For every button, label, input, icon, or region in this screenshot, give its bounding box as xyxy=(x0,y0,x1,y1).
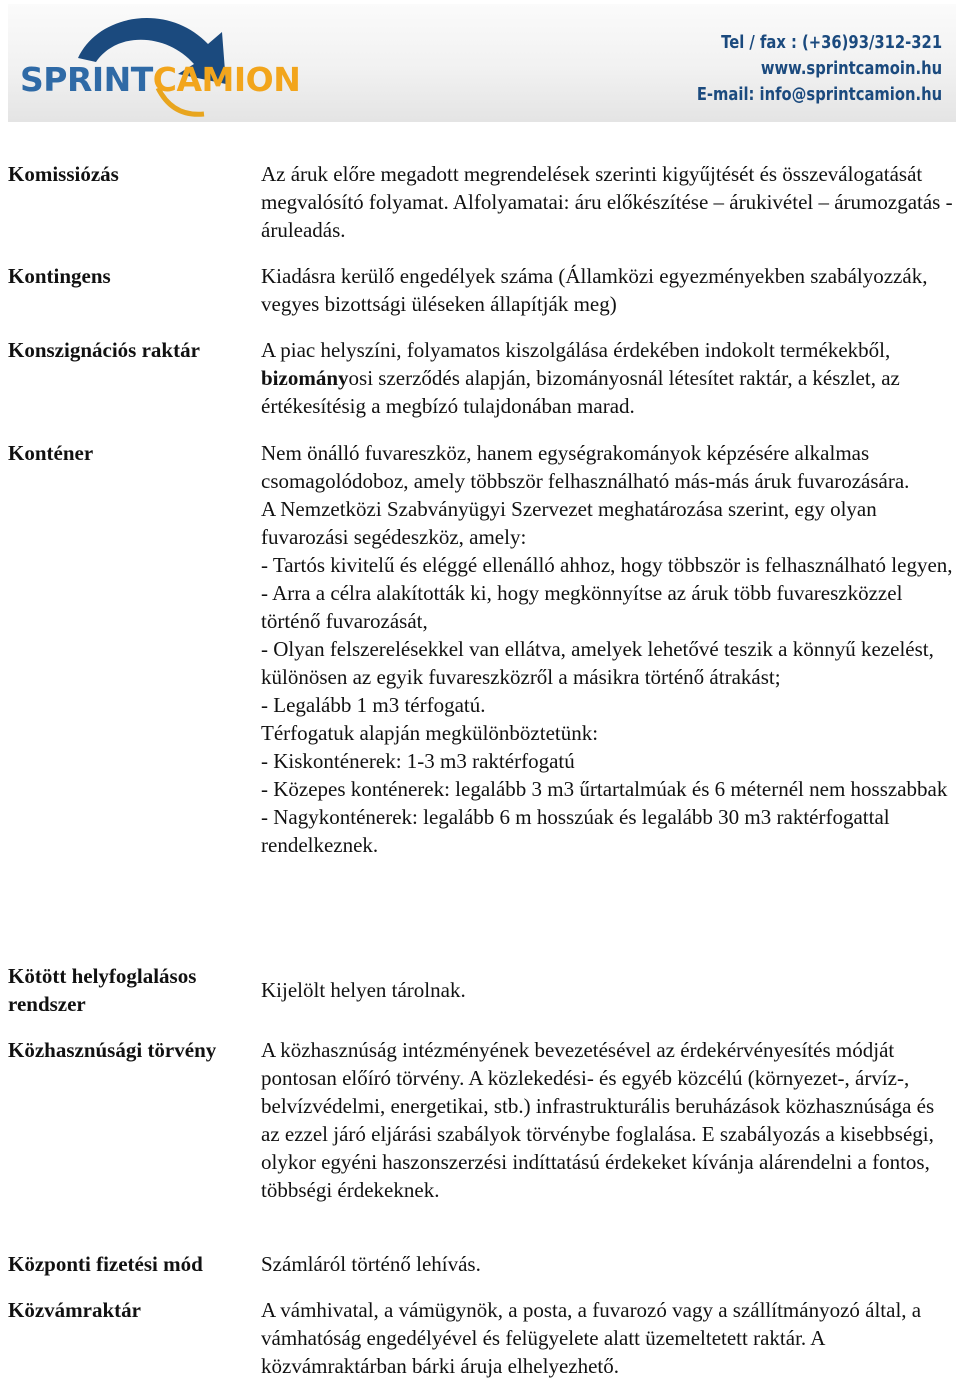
definition-paragraph: Nem önálló fuvareszköz, hanem egységrakományok képzésére alkalmas csomagolódoboz, amely többször felhasználható más-más áruk fuvarozására. xyxy=(261,441,910,493)
definition-paragraph: A vámhivatal, a vámügynök, a posta, a fuvarozó vagy a szállítmányozó által, a vámhatóság engedélyével és felügyelete alatt üzemeltetett raktár. A közvámraktárban bárki áruja elhelyezhető. xyxy=(261,1298,922,1378)
definition-bold-word: bizomány xyxy=(261,366,349,390)
contact-email[interactable]: E-mail: info@sprintcamion.hu xyxy=(696,84,942,105)
contact-website[interactable]: www.sprintcamoin.hu xyxy=(760,58,942,79)
term-label: Komissiózás xyxy=(8,162,119,186)
term-label: Konszignációs raktár xyxy=(8,338,200,362)
definition-list-item: - Kiskonténerek: 1-3 m3 raktérfogatú xyxy=(261,749,575,773)
term-label: Kontingens xyxy=(8,264,111,288)
contact-info xyxy=(697,30,942,108)
definition-list-item: - Nagykonténerek: legalább 6 m hosszúak és legalább 30 m3 raktérfogattal rendelkeznek. xyxy=(261,805,890,857)
definition-list-item: - Közepes konténerek: legalább 3 m3 űrtartalmúak és 6 méternél nem hosszabbak xyxy=(261,777,948,801)
term-label: Központi fizetési mód xyxy=(8,1252,203,1276)
definition-paragraph xyxy=(261,336,955,420)
term-definition xyxy=(261,439,955,859)
definition-list-item: - Arra a célra alakították ki, hogy megkönnyítse az áruk több fuvareszközzel történő fuvarozását, xyxy=(261,581,903,633)
logo-text-sprint: SPRINT xyxy=(20,60,153,99)
term-definition xyxy=(261,336,955,420)
definition-paragraph: Kijelölt helyen tárolnak. xyxy=(261,978,466,1002)
definition-paragraph: Az áruk előre megadott megrendelések szerinti kigyűjtését és összeválogatását megvalósító folyamat. Alfolyamatai: áru előkészítése – árukivétel – árumozgatás - áruleadás. xyxy=(261,162,953,242)
definition-list-item: - Olyan felszerelésekkel van ellátva, amelyek lehetővé teszik a könnyű kezelést, különösen az egyik fuvareszközről a másikra történő átrakást; xyxy=(261,637,934,689)
term-definition xyxy=(261,1036,955,1204)
term-definition xyxy=(261,1250,955,1278)
term-label: Közvámraktár xyxy=(8,1298,141,1322)
term-definition xyxy=(261,1296,955,1380)
term-label: Közhasznúsági törvény xyxy=(8,1038,217,1062)
definition-paragraph: Térfogatuk alapján megkülönböztetünk: xyxy=(261,721,599,745)
definition-text-start: A piac helyszíni, folyamatos kiszolgálása érdekében indokolt termékekből, xyxy=(261,338,891,362)
definition-text-end: osi szerződés alapján, bizományosnál létesítet raktár, a készlet, az értékesítésig a megbízó tulajdonában marad. xyxy=(261,366,900,418)
company-logo xyxy=(8,4,308,122)
definition-paragraph: A közhasznúság intézményének bevezetésével az érdekérvényesítés módját pontosan előíró törvény. A közlekedési- és egyéb közcélú (környezet-, árvíz-, belvízvédelmi, energetikai, stb.) infrastrukturális beruházások közhasznúsága és az ezzel járó eljárási szabályok törvénybe foglalása. E szabályozás a kisebbségi, olykor egyéni haszonszerzési indíttatású érdekeket kívánja alárendelni a fontos, többségi érdekeknek. xyxy=(261,1038,935,1202)
definition-paragraph: Számláról történő lehívás. xyxy=(261,1252,481,1276)
contact-phone: Tel / fax : (+36)93/312-321 xyxy=(720,32,942,53)
term-definition xyxy=(261,976,955,1004)
definition-paragraph: Kiadásra kerülő engedélyek száma (Államközi egyezményekben szabályozzák, vegyes bizottsági üléseken állapítják meg) xyxy=(261,264,928,316)
definition-list-item: - Legalább 1 m3 térfogatú. xyxy=(261,693,486,717)
term-definition xyxy=(261,160,955,244)
term-definition xyxy=(261,262,955,318)
definition-paragraph: A Nemzetközi Szabványügyi Szervezet meghatározása szerint, egy olyan fuvarozási segédeszköz, amely: xyxy=(261,497,877,549)
header-banner xyxy=(8,4,956,122)
term-label: Konténer xyxy=(8,441,94,465)
definition-list-item: - Tartós kivitelű és eléggé ellenálló ahhoz, hogy többször is felhasználható legyen, xyxy=(261,553,953,577)
term-label: Kötött helyfoglalásos rendszer xyxy=(8,964,197,1016)
logo-text-camion: CAMION xyxy=(152,60,301,99)
logo-wordmark xyxy=(20,60,300,100)
